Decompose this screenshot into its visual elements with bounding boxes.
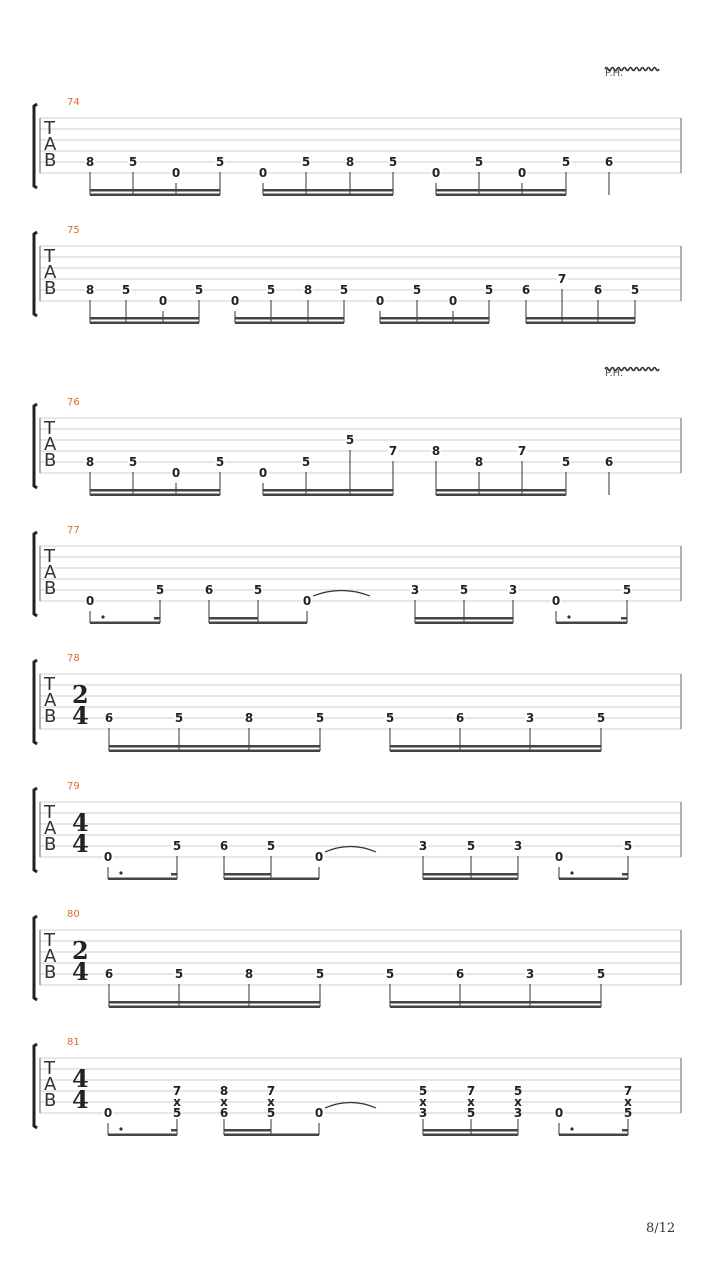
beam [109, 750, 320, 753]
fret-number: 5 [630, 283, 640, 297]
tab-clef-letter: A [44, 946, 57, 967]
tab-clef-letter: B [44, 834, 57, 855]
fret-number: 5 [121, 283, 131, 297]
fret-number: 5 [561, 455, 571, 469]
beam [90, 322, 199, 325]
tie-arc [325, 1103, 376, 1109]
fret-number: 3 [418, 1106, 428, 1120]
beam [380, 317, 489, 320]
fret-number: 6 [219, 839, 229, 853]
tab-clef-letter: B [44, 706, 57, 727]
fret-number: 0 [554, 850, 564, 864]
fret-number: 0 [314, 850, 324, 864]
measure-number: 75 [67, 225, 80, 236]
fret-number: 7 [172, 1084, 182, 1098]
fret-number: 6 [604, 455, 614, 469]
palm-mute-label: P.H. [605, 68, 624, 79]
tab-clef-letter: T [44, 802, 55, 823]
beam-hook [621, 617, 627, 620]
tab-clef-letter: A [44, 818, 57, 839]
fret-number: 3 [508, 583, 518, 597]
fret-number: 6 [104, 967, 114, 981]
beam [526, 322, 635, 325]
fret-number: 7 [517, 444, 527, 458]
beam [390, 1006, 601, 1009]
fret-number: 5 [623, 839, 633, 853]
tab-clef-letter: T [44, 246, 55, 267]
fret-number: 5 [301, 155, 311, 169]
tab-staff-78 [34, 653, 681, 752]
fret-number: 5 [418, 1084, 428, 1098]
tab-staff-74 [34, 68, 681, 197]
palm-mute-label: P.H. [605, 368, 624, 379]
fret-number: 6 [521, 283, 531, 297]
tab-staff-77 [34, 525, 681, 624]
tab-staff-81 [34, 1037, 681, 1136]
dead-note-mark: x [419, 1095, 427, 1109]
fret-number: 3 [410, 583, 420, 597]
beam [415, 622, 513, 625]
staff-bracket [34, 404, 37, 488]
fret-number: 5 [266, 839, 276, 853]
fret-number: 5 [128, 455, 138, 469]
time-signature-top: 2 [72, 680, 89, 709]
fret-number: 0 [375, 294, 385, 308]
fret-number: 5 [174, 711, 184, 725]
fret-number: 8 [244, 967, 254, 981]
beam [109, 1006, 320, 1009]
fret-number: 0 [85, 594, 95, 608]
beam [423, 878, 518, 881]
fret-number: 0 [158, 294, 168, 308]
beam [263, 494, 393, 497]
tab-clef-letter: A [44, 134, 57, 155]
beam [90, 494, 220, 497]
fret-number: 6 [604, 155, 614, 169]
tie-arc [313, 591, 370, 597]
measure-number: 81 [67, 1037, 80, 1048]
dead-note-mark: x [267, 1095, 275, 1109]
fret-number: 5 [345, 433, 355, 447]
beam [436, 189, 566, 192]
beam [90, 489, 220, 492]
rhythm-dot [570, 1127, 573, 1130]
fret-number: 5 [315, 711, 325, 725]
tie-arc [325, 847, 376, 853]
fret-number: 8 [303, 283, 313, 297]
fret-number: 5 [459, 583, 469, 597]
beam-hook [622, 873, 628, 876]
fret-number: 3 [513, 839, 523, 853]
tab-clef-letter: T [44, 546, 55, 567]
tab-clef-letter: A [44, 690, 57, 711]
fret-number: 5 [474, 155, 484, 169]
measure-number: 78 [67, 653, 80, 664]
beam [390, 750, 601, 753]
tab-clef-letter: T [44, 1058, 55, 1079]
rhythm-dot [119, 871, 122, 874]
beam [436, 494, 566, 497]
fret-number: 5 [466, 1106, 476, 1120]
fret-number: 5 [172, 839, 182, 853]
fret-number: 6 [219, 1106, 229, 1120]
staff-bracket [34, 660, 37, 744]
fret-number: 0 [171, 166, 181, 180]
fret-number: 5 [513, 1084, 523, 1098]
fret-number: 5 [174, 967, 184, 981]
fret-number: 5 [596, 967, 606, 981]
measure-number: 74 [67, 97, 80, 108]
fret-number: 5 [388, 155, 398, 169]
time-signature-bottom: 4 [72, 829, 89, 858]
beam [390, 745, 601, 748]
fret-number: 5 [301, 455, 311, 469]
beam [108, 878, 177, 881]
tab-clef-letter: T [44, 930, 55, 951]
beam [436, 194, 566, 197]
fret-number: 5 [266, 1106, 276, 1120]
beam [235, 322, 344, 325]
tab-clef-letter: A [44, 1074, 57, 1095]
beam [263, 189, 393, 192]
time-signature-bottom: 4 [72, 957, 89, 986]
fret-number: 5 [194, 283, 204, 297]
fret-number: 8 [474, 455, 484, 469]
fret-number: 6 [455, 967, 465, 981]
fret-number: 5 [385, 967, 395, 981]
fret-number: 3 [513, 1106, 523, 1120]
fret-number: 8 [85, 455, 95, 469]
fret-number: 5 [253, 583, 263, 597]
time-signature-top: 2 [72, 936, 89, 965]
beam [390, 1001, 601, 1004]
beam [90, 622, 160, 625]
tab-clef-letter: T [44, 418, 55, 439]
rhythm-dot [119, 1127, 122, 1130]
tab-clef-letter: A [44, 562, 57, 583]
dead-note-mark: x [467, 1095, 475, 1109]
fret-number: 5 [155, 583, 165, 597]
tab-clef-letter: B [44, 962, 57, 983]
time-signature-top: 4 [72, 808, 89, 837]
beam [224, 1134, 319, 1137]
beam [423, 873, 518, 876]
fret-number: 0 [258, 166, 268, 180]
fret-number: 5 [315, 967, 325, 981]
fret-number: 8 [85, 283, 95, 297]
fret-number: 0 [314, 1106, 324, 1120]
fret-number: 5 [172, 1106, 182, 1120]
tab-clef-letter: B [44, 450, 57, 471]
tab-staff-80 [34, 909, 681, 1008]
fret-number: 5 [339, 283, 349, 297]
fret-number: 5 [128, 155, 138, 169]
tab-clef-letter: B [44, 1090, 57, 1111]
beam [209, 622, 307, 625]
beam [108, 1134, 177, 1137]
tab-clef-letter: A [44, 434, 57, 455]
time-signature-bottom: 4 [72, 1085, 89, 1114]
fret-number: 0 [230, 294, 240, 308]
tab-staff-79 [34, 781, 681, 880]
tab-clef-letter: A [44, 262, 57, 283]
fret-number: 7 [466, 1084, 476, 1098]
measure-number: 80 [67, 909, 80, 920]
beam [109, 745, 320, 748]
fret-number: 6 [204, 583, 214, 597]
beam [415, 617, 513, 620]
fret-number: 3 [525, 711, 535, 725]
beam [209, 617, 258, 620]
beam [263, 489, 393, 492]
beam [559, 878, 628, 881]
fret-number: 7 [388, 444, 398, 458]
fret-number: 5 [466, 839, 476, 853]
fret-number: 0 [551, 594, 561, 608]
fret-number: 5 [561, 155, 571, 169]
tab-clef-letter: B [44, 578, 57, 599]
beam-hook [171, 873, 177, 876]
beam-hook [622, 1129, 628, 1132]
staff-bracket [34, 916, 37, 1000]
rhythm-dot [567, 615, 570, 618]
fret-number: 8 [431, 444, 441, 458]
measure-number: 76 [67, 397, 80, 408]
fret-number: 3 [525, 967, 535, 981]
fret-number: 7 [266, 1084, 276, 1098]
beam-hook [171, 1129, 177, 1132]
fret-number: 8 [345, 155, 355, 169]
measure-number: 79 [67, 781, 80, 792]
beam [90, 194, 220, 197]
fret-number: 5 [596, 711, 606, 725]
staff-bracket [34, 1044, 37, 1128]
fret-number: 0 [448, 294, 458, 308]
dead-note-mark: x [624, 1095, 632, 1109]
fret-number: 8 [85, 155, 95, 169]
tab-clef-letter: T [44, 118, 55, 139]
fret-number: 0 [258, 466, 268, 480]
fret-number: 5 [215, 455, 225, 469]
beam [235, 317, 344, 320]
fret-number: 0 [554, 1106, 564, 1120]
fret-number: 6 [455, 711, 465, 725]
time-signature-bottom: 4 [72, 701, 89, 730]
beam [224, 1129, 271, 1132]
beam [224, 878, 319, 881]
staff-bracket [34, 788, 37, 872]
fret-number: 0 [431, 166, 441, 180]
time-signature-top: 4 [72, 1064, 89, 1093]
rhythm-dot [570, 871, 573, 874]
tab-clef-letter: B [44, 278, 57, 299]
tab-clef-letter: B [44, 150, 57, 171]
beam [526, 317, 635, 320]
beam [90, 189, 220, 192]
tab-clef-letter: T [44, 674, 55, 695]
beam [559, 1134, 628, 1137]
fret-number: 8 [219, 1084, 229, 1098]
beam [556, 622, 627, 625]
beam [90, 317, 199, 320]
dead-note-mark: x [514, 1095, 522, 1109]
fret-number: 0 [103, 850, 113, 864]
fret-number: 5 [623, 1106, 633, 1120]
beam [109, 1001, 320, 1004]
fret-number: 0 [103, 1106, 113, 1120]
staff-bracket [34, 232, 37, 316]
fret-number: 0 [517, 166, 527, 180]
beam [263, 194, 393, 197]
rhythm-dot [101, 615, 104, 618]
staff-bracket [34, 104, 37, 188]
fret-number: 5 [215, 155, 225, 169]
beam [380, 322, 489, 325]
fret-number: 5 [622, 583, 632, 597]
fret-number: 5 [385, 711, 395, 725]
beam [423, 1134, 518, 1137]
tab-staff-76 [34, 368, 681, 497]
fret-number: 7 [557, 272, 567, 286]
fret-number: 5 [266, 283, 276, 297]
fret-number: 0 [302, 594, 312, 608]
fret-number: 6 [593, 283, 603, 297]
fret-number: 5 [412, 283, 422, 297]
fret-number: 6 [104, 711, 114, 725]
beam [436, 489, 566, 492]
measure-number: 77 [67, 525, 80, 536]
staff-bracket [34, 532, 37, 616]
beam-hook [154, 617, 160, 620]
fret-number: 8 [244, 711, 254, 725]
fret-number: 5 [484, 283, 494, 297]
dead-note-mark: x [173, 1095, 181, 1109]
fret-number: 0 [171, 466, 181, 480]
beam [224, 873, 271, 876]
fret-number: 7 [623, 1084, 633, 1098]
beam [423, 1129, 518, 1132]
tab-staff-75 [34, 225, 681, 324]
fret-number: 3 [418, 839, 428, 853]
page-number: 8/12 [646, 1221, 676, 1236]
dead-note-mark: x [220, 1095, 228, 1109]
